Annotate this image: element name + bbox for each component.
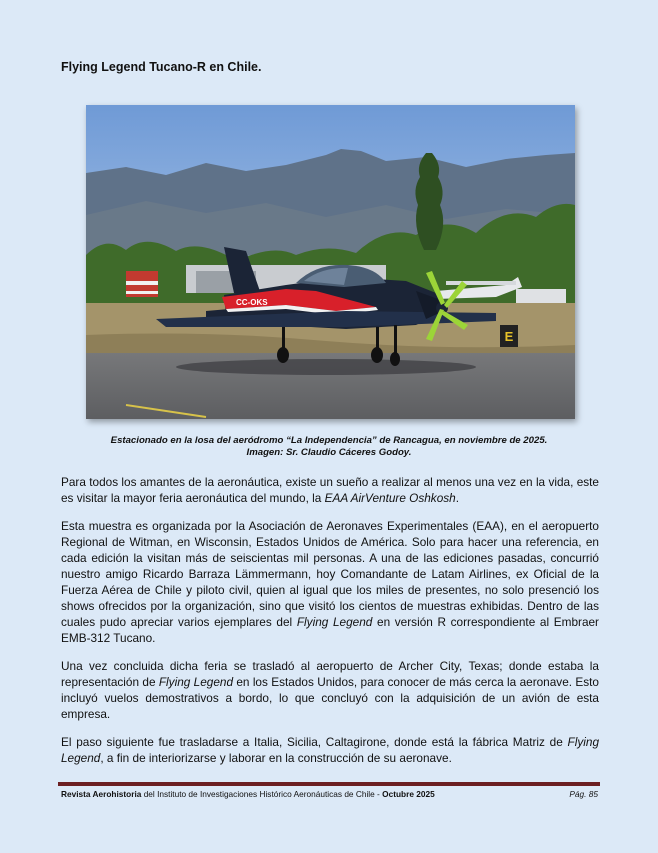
paragraph-text: Para todos los amantes de la aeronáutica, existe un sueño a realizar al menos una vez en la vida, este es visitar la mayor feria aeronáutica del mundo, la xyxy=(61,475,599,505)
paragraph-text: en los Estados Unidos, para conocer de más cerca la aeronave. Esto incluyó vuelos demostrativos a bordo, lo que concluyó con la adquisición de un avión de esta empresa. xyxy=(61,675,599,721)
nose-wheel xyxy=(390,352,400,366)
paragraph-text: El paso siguiente fue trasladarse a Italia, Sicilia, Caltagirone, donde está la fábrica Matriz de xyxy=(61,735,568,749)
photo-caption xyxy=(60,435,598,459)
page-footer xyxy=(61,789,598,799)
main-wheel xyxy=(371,347,383,363)
paragraph-text: Una vez concluida dicha feria se trasladó al aeropuerto de Archer City, Texas; donde estaba la representación de xyxy=(61,659,599,689)
event-name: EAA AirVenture Oshkosh xyxy=(324,491,456,505)
tail-registration: CC-OKS xyxy=(236,298,268,307)
caption-line: Estacionado en la losa del aeródromo “La Independencia” de Rancagua, en noviembre de 2025. xyxy=(110,435,548,446)
footer-rule xyxy=(58,782,600,786)
magazine-name: Revista Aerohistoria xyxy=(61,789,142,799)
brand-name: Flying Legend xyxy=(296,615,373,629)
main-wheel xyxy=(277,347,289,363)
paragraph xyxy=(61,518,599,646)
paragraph-text: Esta muestra es organizada por la Asociación de Aeronaves Experimentales (EAA), en el aeropuerto Regional de Witman, en Wisconsin, Estados Unidos de América. Solo para hacer una referencia, en cada edición la visitan más de seiscientas mil personas. A una de las ediciones pasadas, concurrió nuestro amigo Ricardo Barraza Lämmermann, hoy Comandante de Latam Airlines, ex Oficial de la Fuerza Aérea de Chile y piloto civil, quien al igual que los miles de presentes, no solo presenció los shows ofrecidos por la organización, sino que visitó los cientos de muestras exhibidas. Dentro de las cuales pudo apreciar varios ejemplares del xyxy=(61,519,599,629)
article-title: Flying Legend Tucano-R en Chile. xyxy=(61,60,262,74)
issue-date: Octubre 2025 xyxy=(382,789,435,799)
paragraph xyxy=(61,474,599,506)
paragraph-text: . xyxy=(455,491,460,505)
article-body xyxy=(61,474,599,778)
paragraph xyxy=(61,658,599,722)
page-number: Pág. 85 xyxy=(569,789,598,799)
paragraph xyxy=(61,734,599,766)
aircraft-photo xyxy=(86,105,575,419)
footer-publication xyxy=(61,789,435,799)
brand-name: Flying Legend xyxy=(158,675,234,689)
brand-name: Flying Legend xyxy=(61,735,599,765)
paragraph-text: en versión R correspondiente al Embraer EMB-312 Tucano. xyxy=(61,615,599,645)
publisher-name: del Instituto de Investigaciones Histórico Aeronáuticas de Chile - xyxy=(141,789,383,799)
photo-credit: Imagen: Sr. Claudio Cáceres Godoy. xyxy=(246,447,412,458)
paragraph-text: , a fin de interiorizarse y laborar en la construcción de su aeronave. xyxy=(100,751,452,765)
sign-letter: E xyxy=(504,329,514,344)
